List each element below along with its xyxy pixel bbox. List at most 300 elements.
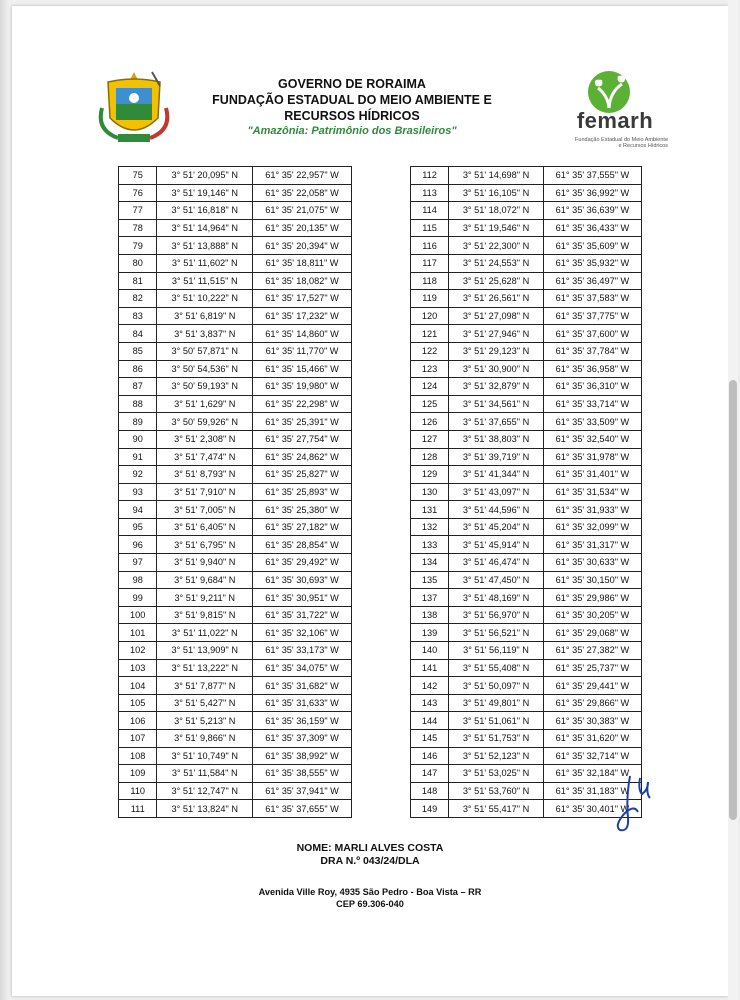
latitude-cell: 3° 51' 7,877" N <box>157 677 253 695</box>
longitude-cell: 61° 35' 30,205" W <box>543 606 641 624</box>
longitude-cell: 61° 35' 31,534" W <box>543 483 641 501</box>
longitude-cell: 61° 35' 32,099" W <box>543 518 641 536</box>
table-row <box>411 202 642 220</box>
point-number-cell: 104 <box>119 677 157 695</box>
longitude-cell: 61° 35' 36,159" W <box>253 712 352 730</box>
table-row <box>411 606 642 624</box>
longitude-cell: 61° 35' 36,639" W <box>543 202 641 220</box>
longitude-cell: 61° 35' 31,317" W <box>543 536 641 554</box>
table-row <box>411 413 642 431</box>
latitude-cell: 3° 51' 6,405" N <box>157 518 253 536</box>
longitude-cell: 61° 35' 37,555" W <box>543 167 641 185</box>
scrollbar-thumb[interactable] <box>729 380 737 820</box>
point-number-cell: 138 <box>411 606 449 624</box>
table-row <box>411 694 642 712</box>
table-row <box>411 765 642 783</box>
longitude-cell: 61° 35' 37,655" W <box>253 800 352 818</box>
longitude-cell: 61° 35' 32,714" W <box>543 747 641 765</box>
latitude-cell: 3° 51' 9,940" N <box>157 554 253 572</box>
table-row <box>411 624 642 642</box>
longitude-cell: 61° 35' 21,075" W <box>253 202 352 220</box>
table-row <box>119 342 352 360</box>
table-row <box>119 712 352 730</box>
longitude-cell: 61° 35' 20,135" W <box>253 219 352 237</box>
point-number-cell: 100 <box>119 606 157 624</box>
latitude-cell: 3° 51' 10,749" N <box>157 747 253 765</box>
point-number-cell: 131 <box>411 501 449 519</box>
longitude-cell: 61° 35' 38,992" W <box>253 747 352 765</box>
longitude-cell: 61° 35' 27,182" W <box>253 518 352 536</box>
latitude-cell: 3° 51' 27,946" N <box>449 325 544 343</box>
point-number-cell: 87 <box>119 378 157 396</box>
longitude-cell: 61° 35' 22,298" W <box>253 395 352 413</box>
latitude-cell: 3° 51' 14,698" N <box>449 167 544 185</box>
table-row <box>411 747 642 765</box>
point-number-cell: 110 <box>119 782 157 800</box>
point-number-cell: 98 <box>119 571 157 589</box>
table-row <box>411 501 642 519</box>
latitude-cell: 3° 51' 19,546" N <box>449 219 544 237</box>
latitude-cell: 3° 51' 37,655" N <box>449 413 544 431</box>
resources-line: RECURSOS HÍDRICOS <box>284 109 420 123</box>
latitude-cell: 3° 51' 12,747" N <box>157 782 253 800</box>
longitude-cell: 61° 35' 35,609" W <box>543 237 641 255</box>
table-row <box>119 501 352 519</box>
table-row <box>411 184 642 202</box>
point-number-cell: 137 <box>411 589 449 607</box>
logo-subtitle: Fundação Estadual do Meio Ambiente e Recursos Hídricos <box>575 137 668 149</box>
longitude-cell: 61° 35' 37,583" W <box>543 290 641 308</box>
point-number-cell: 92 <box>119 466 157 484</box>
point-number-cell: 97 <box>119 554 157 572</box>
coordinates-table-left <box>118 166 352 818</box>
longitude-cell: 61° 35' 30,951" W <box>253 589 352 607</box>
table-row <box>119 395 352 413</box>
table-row <box>119 536 352 554</box>
latitude-cell: 3° 51' 22,300" N <box>449 237 544 255</box>
point-number-cell: 124 <box>411 378 449 396</box>
table-row <box>119 413 352 431</box>
longitude-cell: 61° 35' 37,775" W <box>543 307 641 325</box>
longitude-cell: 61° 35' 29,068" W <box>543 624 641 642</box>
point-number-cell: 123 <box>411 360 449 378</box>
latitude-cell: 3° 51' 32,879" N <box>449 378 544 396</box>
point-number-cell: 116 <box>411 237 449 255</box>
table-row <box>411 254 642 272</box>
longitude-cell: 61° 35' 22,957" W <box>253 167 352 185</box>
latitude-cell: 3° 51' 30,900" N <box>449 360 544 378</box>
longitude-cell: 61° 35' 11,770" W <box>253 342 352 360</box>
latitude-cell: 3° 51' 5,427" N <box>157 694 253 712</box>
table-row <box>119 765 352 783</box>
longitude-cell: 61° 35' 18,811" W <box>253 254 352 272</box>
table-row <box>411 483 642 501</box>
table-row <box>119 554 352 572</box>
table-row <box>119 237 352 255</box>
latitude-cell: 3° 51' 9,684" N <box>157 571 253 589</box>
table-row <box>119 571 352 589</box>
latitude-cell: 3° 51' 13,824" N <box>157 800 253 818</box>
point-number-cell: 101 <box>119 624 157 642</box>
point-number-cell: 84 <box>119 325 157 343</box>
longitude-cell: 61° 35' 37,941" W <box>253 782 352 800</box>
latitude-cell: 3° 51' 11,584" N <box>157 765 253 783</box>
roraima-coat-of-arms-icon <box>98 68 170 148</box>
latitude-cell: 3° 51' 50,097" N <box>449 677 544 695</box>
institution-title <box>172 76 532 137</box>
longitude-cell: 61° 35' 18,082" W <box>253 272 352 290</box>
table-row <box>119 378 352 396</box>
latitude-cell: 3° 51' 48,169" N <box>449 589 544 607</box>
table-row <box>411 237 642 255</box>
longitude-cell: 61° 35' 36,433" W <box>543 219 641 237</box>
longitude-cell: 61° 35' 33,509" W <box>543 413 641 431</box>
latitude-cell: 3° 51' 7,005" N <box>157 501 253 519</box>
table-row <box>411 430 642 448</box>
latitude-cell: 3° 51' 51,061" N <box>449 712 544 730</box>
longitude-cell: 61° 35' 35,932" W <box>543 254 641 272</box>
longitude-cell: 61° 35' 24,862" W <box>253 448 352 466</box>
latitude-cell: 3° 51' 13,222" N <box>157 659 253 677</box>
table-row <box>411 730 642 748</box>
point-number-cell: 111 <box>119 800 157 818</box>
table-row <box>119 518 352 536</box>
point-number-cell: 94 <box>119 501 157 519</box>
longitude-cell: 61° 35' 25,380" W <box>253 501 352 519</box>
table-row <box>119 219 352 237</box>
latitude-cell: 3° 51' 45,204" N <box>449 518 544 536</box>
table-row <box>119 448 352 466</box>
point-number-cell: 126 <box>411 413 449 431</box>
point-number-cell: 102 <box>119 642 157 660</box>
table-row <box>411 554 642 572</box>
table-row <box>119 325 352 343</box>
latitude-cell: 3° 51' 55,408" N <box>449 659 544 677</box>
longitude-cell: 61° 35' 29,866" W <box>543 694 641 712</box>
coordinates-table-right <box>410 166 642 818</box>
table-row <box>411 642 642 660</box>
address-line: Avenida Ville Roy, 4935 São Pedro - Boa Vista – RR <box>258 887 482 897</box>
latitude-cell: 3° 51' 11,602" N <box>157 254 253 272</box>
latitude-cell: 3° 51' 24,553" N <box>449 254 544 272</box>
responsible-name: NOME: MARLI ALVES COSTA <box>296 842 444 854</box>
latitude-cell: 3° 51' 11,022" N <box>157 624 253 642</box>
logo-wordmark: femarh <box>576 108 654 133</box>
table-row <box>411 395 642 413</box>
point-number-cell: 90 <box>119 430 157 448</box>
latitude-cell: 3° 51' 8,793" N <box>157 466 253 484</box>
table-row <box>411 518 642 536</box>
latitude-cell: 3° 51' 29,123" N <box>449 342 544 360</box>
longitude-cell: 61° 35' 32,184" W <box>543 765 641 783</box>
table-row <box>411 272 642 290</box>
handwritten-initials-signature <box>612 768 654 840</box>
table-row <box>119 782 352 800</box>
point-number-cell: 89 <box>119 413 157 431</box>
point-number-cell: 105 <box>119 694 157 712</box>
latitude-cell: 3° 51' 10,222" N <box>157 290 253 308</box>
longitude-cell: 61° 35' 32,106" W <box>253 624 352 642</box>
longitude-cell: 61° 35' 17,527" W <box>253 290 352 308</box>
table-row <box>119 167 352 185</box>
table-row <box>411 659 642 677</box>
table-row <box>411 589 642 607</box>
table-row <box>411 571 642 589</box>
document-header <box>12 6 728 156</box>
longitude-cell: 61° 35' 25,893" W <box>253 483 352 501</box>
latitude-cell: 3° 50' 59,926" N <box>157 413 253 431</box>
point-number-cell: 119 <box>411 290 449 308</box>
point-number-cell: 140 <box>411 642 449 660</box>
point-number-cell: 118 <box>411 272 449 290</box>
table-row <box>411 360 642 378</box>
table-row <box>119 307 352 325</box>
longitude-cell: 61° 35' 28,854" W <box>253 536 352 554</box>
longitude-cell: 61° 35' 37,784" W <box>543 342 641 360</box>
latitude-cell: 3° 51' 56,119" N <box>449 642 544 660</box>
latitude-cell: 3° 50' 57,871" N <box>157 342 253 360</box>
latitude-cell: 3° 51' 6,819" N <box>157 307 253 325</box>
table-row <box>119 677 352 695</box>
point-number-cell: 134 <box>411 554 449 572</box>
point-number-cell: 143 <box>411 694 449 712</box>
longitude-cell: 61° 35' 15,466" W <box>253 360 352 378</box>
motto: "Amazônia: Patrimônio dos Brasileiros" <box>247 125 457 137</box>
point-number-cell: 108 <box>119 747 157 765</box>
latitude-cell: 3° 51' 38,803" N <box>449 430 544 448</box>
longitude-cell: 61° 35' 22,058" W <box>253 184 352 202</box>
point-number-cell: 107 <box>119 730 157 748</box>
latitude-cell: 3° 51' 3,837" N <box>157 325 253 343</box>
longitude-cell: 61° 35' 30,633" W <box>543 554 641 572</box>
latitude-cell: 3° 51' 13,888" N <box>157 237 253 255</box>
longitude-cell: 61° 35' 25,737" W <box>543 659 641 677</box>
postal-code: CEP 69.306-040 <box>336 899 404 909</box>
latitude-cell: 3° 51' 9,815" N <box>157 606 253 624</box>
point-number-cell: 130 <box>411 483 449 501</box>
table-row <box>119 290 352 308</box>
table-row <box>411 677 642 695</box>
latitude-cell: 3° 51' 44,596" N <box>449 501 544 519</box>
table-row <box>119 800 352 818</box>
latitude-cell: 3° 51' 53,760" N <box>449 782 544 800</box>
latitude-cell: 3° 51' 5,213" N <box>157 712 253 730</box>
latitude-cell: 3° 51' 43,097" N <box>449 483 544 501</box>
longitude-cell: 61° 35' 31,620" W <box>543 730 641 748</box>
latitude-cell: 3° 51' 34,561" N <box>449 395 544 413</box>
longitude-cell: 61° 35' 31,722" W <box>253 606 352 624</box>
point-number-cell: 144 <box>411 712 449 730</box>
point-number-cell: 148 <box>411 782 449 800</box>
table-row <box>411 378 642 396</box>
latitude-cell: 3° 51' 25,628" N <box>449 272 544 290</box>
table-row <box>411 800 642 818</box>
table-row <box>411 782 642 800</box>
table-row <box>411 167 642 185</box>
longitude-cell: 61° 35' 31,682" W <box>253 677 352 695</box>
latitude-cell: 3° 51' 41,344" N <box>449 466 544 484</box>
longitude-cell: 61° 35' 25,827" W <box>253 466 352 484</box>
table-row <box>119 606 352 624</box>
point-number-cell: 81 <box>119 272 157 290</box>
point-number-cell: 127 <box>411 430 449 448</box>
longitude-cell: 61° 35' 37,309" W <box>253 730 352 748</box>
table-row <box>119 659 352 677</box>
table-row <box>411 290 642 308</box>
point-number-cell: 115 <box>411 219 449 237</box>
point-number-cell: 79 <box>119 237 157 255</box>
latitude-cell: 3° 51' 20,095" N <box>157 167 253 185</box>
longitude-cell: 61° 35' 32,540" W <box>543 430 641 448</box>
longitude-cell: 61° 35' 31,633" W <box>253 694 352 712</box>
point-number-cell: 139 <box>411 624 449 642</box>
point-number-cell: 117 <box>411 254 449 272</box>
longitude-cell: 61° 35' 38,555" W <box>253 765 352 783</box>
point-number-cell: 120 <box>411 307 449 325</box>
document-page <box>12 6 728 996</box>
point-number-cell: 125 <box>411 395 449 413</box>
point-number-cell: 83 <box>119 307 157 325</box>
point-number-cell: 86 <box>119 360 157 378</box>
point-number-cell: 141 <box>411 659 449 677</box>
latitude-cell: 3° 51' 56,521" N <box>449 624 544 642</box>
latitude-cell: 3° 51' 53,025" N <box>449 765 544 783</box>
point-number-cell: 132 <box>411 518 449 536</box>
table-row <box>119 624 352 642</box>
scrollbar[interactable] <box>728 0 738 1000</box>
dra-number: DRA N.º 043/24/DLA <box>320 855 420 867</box>
point-number-cell: 145 <box>411 730 449 748</box>
longitude-cell: 61° 35' 34,075" W <box>253 659 352 677</box>
latitude-cell: 3° 51' 16,818" N <box>157 202 253 220</box>
point-number-cell: 77 <box>119 202 157 220</box>
latitude-cell: 3° 51' 1,629" N <box>157 395 253 413</box>
latitude-cell: 3° 51' 7,910" N <box>157 483 253 501</box>
point-number-cell: 76 <box>119 184 157 202</box>
latitude-cell: 3° 51' 47,450" N <box>449 571 544 589</box>
point-number-cell: 96 <box>119 536 157 554</box>
latitude-cell: 3° 51' 56,970" N <box>449 606 544 624</box>
table-row <box>119 254 352 272</box>
latitude-cell: 3° 51' 39,719" N <box>449 448 544 466</box>
point-number-cell: 93 <box>119 483 157 501</box>
table-row <box>411 325 642 343</box>
longitude-cell: 61° 35' 27,382" W <box>543 642 641 660</box>
table-row <box>411 307 642 325</box>
point-number-cell: 147 <box>411 765 449 783</box>
point-number-cell: 149 <box>411 800 449 818</box>
longitude-cell: 61° 35' 36,958" W <box>543 360 641 378</box>
point-number-cell: 88 <box>119 395 157 413</box>
longitude-cell: 61° 35' 33,173" W <box>253 642 352 660</box>
latitude-cell: 3° 51' 46,474" N <box>449 554 544 572</box>
point-number-cell: 121 <box>411 325 449 343</box>
longitude-cell: 61° 35' 31,933" W <box>543 501 641 519</box>
point-number-cell: 103 <box>119 659 157 677</box>
latitude-cell: 3° 51' 2,308" N <box>157 430 253 448</box>
longitude-cell: 61° 35' 19,980" W <box>253 378 352 396</box>
point-number-cell: 95 <box>119 518 157 536</box>
point-number-cell: 85 <box>119 342 157 360</box>
longitude-cell: 61° 35' 36,992" W <box>543 184 641 202</box>
table-row <box>119 694 352 712</box>
table-row <box>119 589 352 607</box>
table-row <box>119 360 352 378</box>
longitude-cell: 61° 35' 30,693" W <box>253 571 352 589</box>
table-row <box>411 342 642 360</box>
longitude-cell: 61° 35' 29,492" W <box>253 554 352 572</box>
latitude-cell: 3° 51' 7,474" N <box>157 448 253 466</box>
longitude-cell: 61° 35' 29,441" W <box>543 677 641 695</box>
table-row <box>119 272 352 290</box>
longitude-cell: 61° 35' 25,391" W <box>253 413 352 431</box>
table-row <box>119 747 352 765</box>
table-row <box>119 483 352 501</box>
femarh-logo <box>560 70 670 154</box>
latitude-cell: 3° 51' 27,098" N <box>449 307 544 325</box>
point-number-cell: 80 <box>119 254 157 272</box>
foundation-line: FUNDAÇÃO ESTADUAL DO MEIO AMBIENTE E <box>212 93 492 107</box>
latitude-cell: 3° 51' 26,561" N <box>449 290 544 308</box>
table-row <box>119 430 352 448</box>
table-row <box>119 730 352 748</box>
longitude-cell: 61° 35' 33,714" W <box>543 395 641 413</box>
latitude-cell: 3° 51' 18,072" N <box>449 202 544 220</box>
point-number-cell: 146 <box>411 747 449 765</box>
longitude-cell: 61° 35' 30,401" W <box>543 800 641 818</box>
latitude-cell: 3° 51' 9,866" N <box>157 730 253 748</box>
latitude-cell: 3° 51' 11,515" N <box>157 272 253 290</box>
latitude-cell: 3° 51' 19,146" N <box>157 184 253 202</box>
longitude-cell: 61° 35' 30,383" W <box>543 712 641 730</box>
point-number-cell: 142 <box>411 677 449 695</box>
latitude-cell: 3° 51' 49,801" N <box>449 694 544 712</box>
table-row <box>119 184 352 202</box>
point-number-cell: 82 <box>119 290 157 308</box>
longitude-cell: 61° 35' 31,978" W <box>543 448 641 466</box>
point-number-cell: 114 <box>411 202 449 220</box>
latitude-cell: 3° 51' 16,105" N <box>449 184 544 202</box>
point-number-cell: 122 <box>411 342 449 360</box>
table-row <box>411 712 642 730</box>
point-number-cell: 113 <box>411 184 449 202</box>
left-page-edge <box>0 0 10 1000</box>
latitude-cell: 3° 50' 54,536" N <box>157 360 253 378</box>
point-number-cell: 128 <box>411 448 449 466</box>
point-number-cell: 75 <box>119 167 157 185</box>
table-row <box>411 536 642 554</box>
latitude-cell: 3° 51' 52,123" N <box>449 747 544 765</box>
latitude-cell: 3° 51' 45,914" N <box>449 536 544 554</box>
table-row <box>411 466 642 484</box>
point-number-cell: 99 <box>119 589 157 607</box>
point-number-cell: 109 <box>119 765 157 783</box>
latitude-cell: 3° 51' 9,211" N <box>157 589 253 607</box>
government-line: GOVERNO DE RORAIMA <box>278 77 426 91</box>
latitude-cell: 3° 51' 14,964" N <box>157 219 253 237</box>
latitude-cell: 3° 50' 59,193" N <box>157 378 253 396</box>
point-number-cell: 129 <box>411 466 449 484</box>
table-row <box>119 202 352 220</box>
longitude-cell: 61° 35' 27,754" W <box>253 430 352 448</box>
latitude-cell: 3° 51' 6,795" N <box>157 536 253 554</box>
table-row <box>411 219 642 237</box>
latitude-cell: 3° 51' 13,909" N <box>157 642 253 660</box>
address <box>12 886 728 910</box>
table-row <box>119 642 352 660</box>
longitude-cell: 61° 35' 29,986" W <box>543 589 641 607</box>
table-row <box>119 466 352 484</box>
